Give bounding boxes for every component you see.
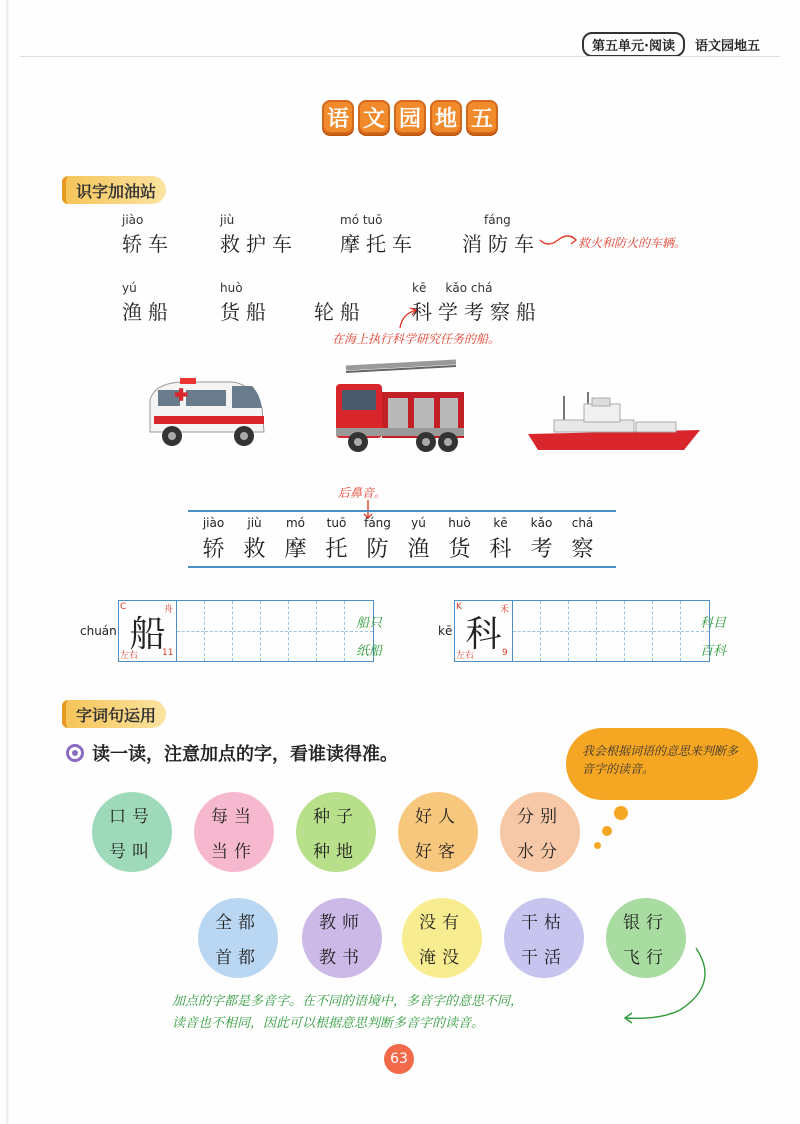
bubble-word: 种子 [313,807,359,827]
char-item [487,516,514,563]
pinyin: mó tuō [340,213,383,227]
bubble-word: 号叫 [109,842,155,862]
grid-letter: C [120,602,127,612]
hanzi: 科学考察船 [412,300,542,324]
character-row [200,516,596,563]
bubble-word: 每当 [211,807,257,827]
word-bubble [296,792,376,872]
pinyin: kē [493,516,508,530]
page-spine [6,0,10,1124]
word-bubble [402,898,482,978]
unit-label: 第五单元·阅读 [582,32,685,57]
word-item [220,280,272,325]
grid-word: 船只 [356,616,383,631]
bubble-word: 好客 [415,842,461,862]
title-char: 五 [466,100,498,134]
char-item [282,516,309,563]
char-item [323,516,350,563]
thought-dot [602,826,612,836]
word-bubble [500,792,580,872]
char-row-top-line [188,510,616,512]
thought-dot [594,842,601,849]
bubble-word: 淹没 [419,948,465,968]
word-item [340,212,418,257]
hanzi: 渔 [407,537,430,562]
word-bubble [398,792,478,872]
pinyin: jiào [202,516,225,530]
section-label: 语文园地五 [694,39,760,54]
word-bubble [194,792,274,872]
hanzi: 考 [530,537,553,562]
bubble-word: 好人 [415,807,461,827]
writing-grid-ke [454,600,710,662]
practice-cell[interactable] [261,601,289,661]
pinyin [314,280,366,296]
target-icon [66,744,84,762]
word-bubble [504,898,584,978]
word-item [122,280,174,325]
hanzi: 轿车 [122,232,174,256]
hanzi: 托 [325,537,348,562]
grid-strokes: 11 [162,648,174,658]
thought-bubble-text: 我会根据词语的意思来判断多音字的读音。 [582,744,739,776]
hanzi: 科 [489,537,512,562]
hanzi: 轮船 [314,300,366,324]
grid-word: 百科 [700,644,727,659]
bubble-word: 种地 [313,842,359,862]
pinyin: chá [571,516,594,530]
hanzi: 渔船 [122,300,174,324]
pinyin: jiào [122,213,144,227]
arrow-annotation [396,306,422,330]
hanzi: 救 [243,537,266,562]
writing-grid-chuan [118,600,374,662]
practice-cell[interactable] [205,601,233,661]
title-char: 语 [322,100,354,134]
bubble-word: 教书 [319,948,365,968]
grid-strokes: 9 [502,648,508,658]
pinyin: kē kǎo chá [412,281,493,295]
footnote-line: 加点的字都是多音字。在不同的语境中，多音字的意思不同， [172,994,524,1009]
pinyin: tuō [326,516,347,530]
bubble-word: 当作 [211,842,257,862]
bubble-word: 没有 [419,913,465,933]
pinyin: fáng [484,213,511,227]
hanzi: 摩托车 [340,232,418,256]
thought-dot [614,806,628,820]
practice-cell[interactable] [317,601,345,661]
char-item [241,516,268,563]
char-item [364,516,391,563]
bubble-word: 全都 [215,913,261,933]
bubble-word: 银行 [623,913,669,933]
arrow-annotation [620,944,720,1024]
pinyin: jiù [247,516,262,530]
char-item [446,516,473,563]
grid-model-char: 船 [119,601,177,661]
bubble-word: 口号 [109,807,155,827]
bubble-word: 水分 [517,842,563,862]
section-label-literacy: 识字加油站 [62,176,166,204]
char-item [200,516,227,563]
hanzi: 货 [448,537,471,562]
instruction [66,740,398,766]
annotation-back-nasal: 后鼻音。 [338,486,387,500]
grid-letter: K [456,602,462,612]
word-item [220,212,298,257]
practice-cell[interactable] [569,601,597,661]
page-title [322,100,498,134]
word-item [314,280,366,325]
grid-radical: 禾 [500,605,510,615]
grid-structure: 左右 [120,651,139,661]
bubble-word: 飞行 [623,948,669,968]
grid-model-char: 科 [455,601,513,661]
word-item [462,212,540,257]
hanzi: 消防车 [462,232,540,256]
char-item [528,516,555,563]
annotation-fire-truck: 救火和防火的车辆。 [578,236,687,250]
header-divider [20,56,780,57]
bubble-word: 干枯 [521,913,567,933]
grid-pinyin: chuán [80,624,117,638]
ambulance-illustration [140,372,270,452]
title-char: 文 [358,100,390,134]
bubble-word: 分别 [517,807,563,827]
practice-cell[interactable] [289,601,317,661]
title-char: 地 [430,100,462,134]
word-bubble [92,792,172,872]
bubble-word: 首都 [215,948,261,968]
page-number: 63 [384,1044,414,1074]
word-item [122,212,174,257]
hanzi: 摩 [284,537,307,562]
arrow-annotation [538,232,578,250]
char-item [405,516,432,563]
hanzi: 防 [366,537,389,562]
grid-word: 科目 [700,616,727,631]
hanzi: 救护车 [220,232,298,256]
pinyin: yú [122,281,137,295]
practice-cell[interactable] [233,601,261,661]
thought-bubble [566,728,758,800]
grid-word: 纸船 [356,644,383,659]
hanzi: 轿 [202,537,225,562]
pinyin: yú [411,516,426,530]
hanzi: 货船 [220,300,272,324]
running-header [582,32,760,57]
practice-cell[interactable] [597,601,625,661]
pinyin: huò [448,516,471,530]
hanzi: 察 [571,537,594,562]
pinyin: jiù [220,213,235,227]
grid-pinyin: kē [438,624,453,638]
pinyin: kǎo [530,516,553,530]
grid-structure: 左右 [456,651,475,661]
bubble-word: 教师 [319,913,365,933]
pinyin: fáng [364,516,391,530]
grid-radical: 舟 [164,605,174,615]
word-bubble [198,898,278,978]
practice-cell[interactable] [513,601,541,661]
research-ship-illustration [524,390,704,456]
fire-truck-illustration [326,358,472,458]
practice-cell[interactable] [653,601,681,661]
bubble-word: 干活 [521,948,567,968]
word-item [412,280,542,325]
footnote-line: 读音也不相同，因此可以根据意思判断多音字的读音。 [172,1016,485,1031]
char-item [569,516,596,563]
practice-cell[interactable] [541,601,569,661]
practice-cell[interactable] [625,601,653,661]
instruction-text: 读一读，注意加点的字，看谁读得准。 [92,744,398,765]
title-char: 园 [394,100,426,134]
section-label-usage: 字词句运用 [62,700,166,728]
word-bubble [302,898,382,978]
practice-cell[interactable] [177,601,205,661]
pinyin: huò [220,281,243,295]
annotation-research-ship: 在海上执行科学研究任务的船。 [332,332,501,346]
pinyin: mó [285,516,306,530]
char-row-bottom-line [188,566,616,568]
